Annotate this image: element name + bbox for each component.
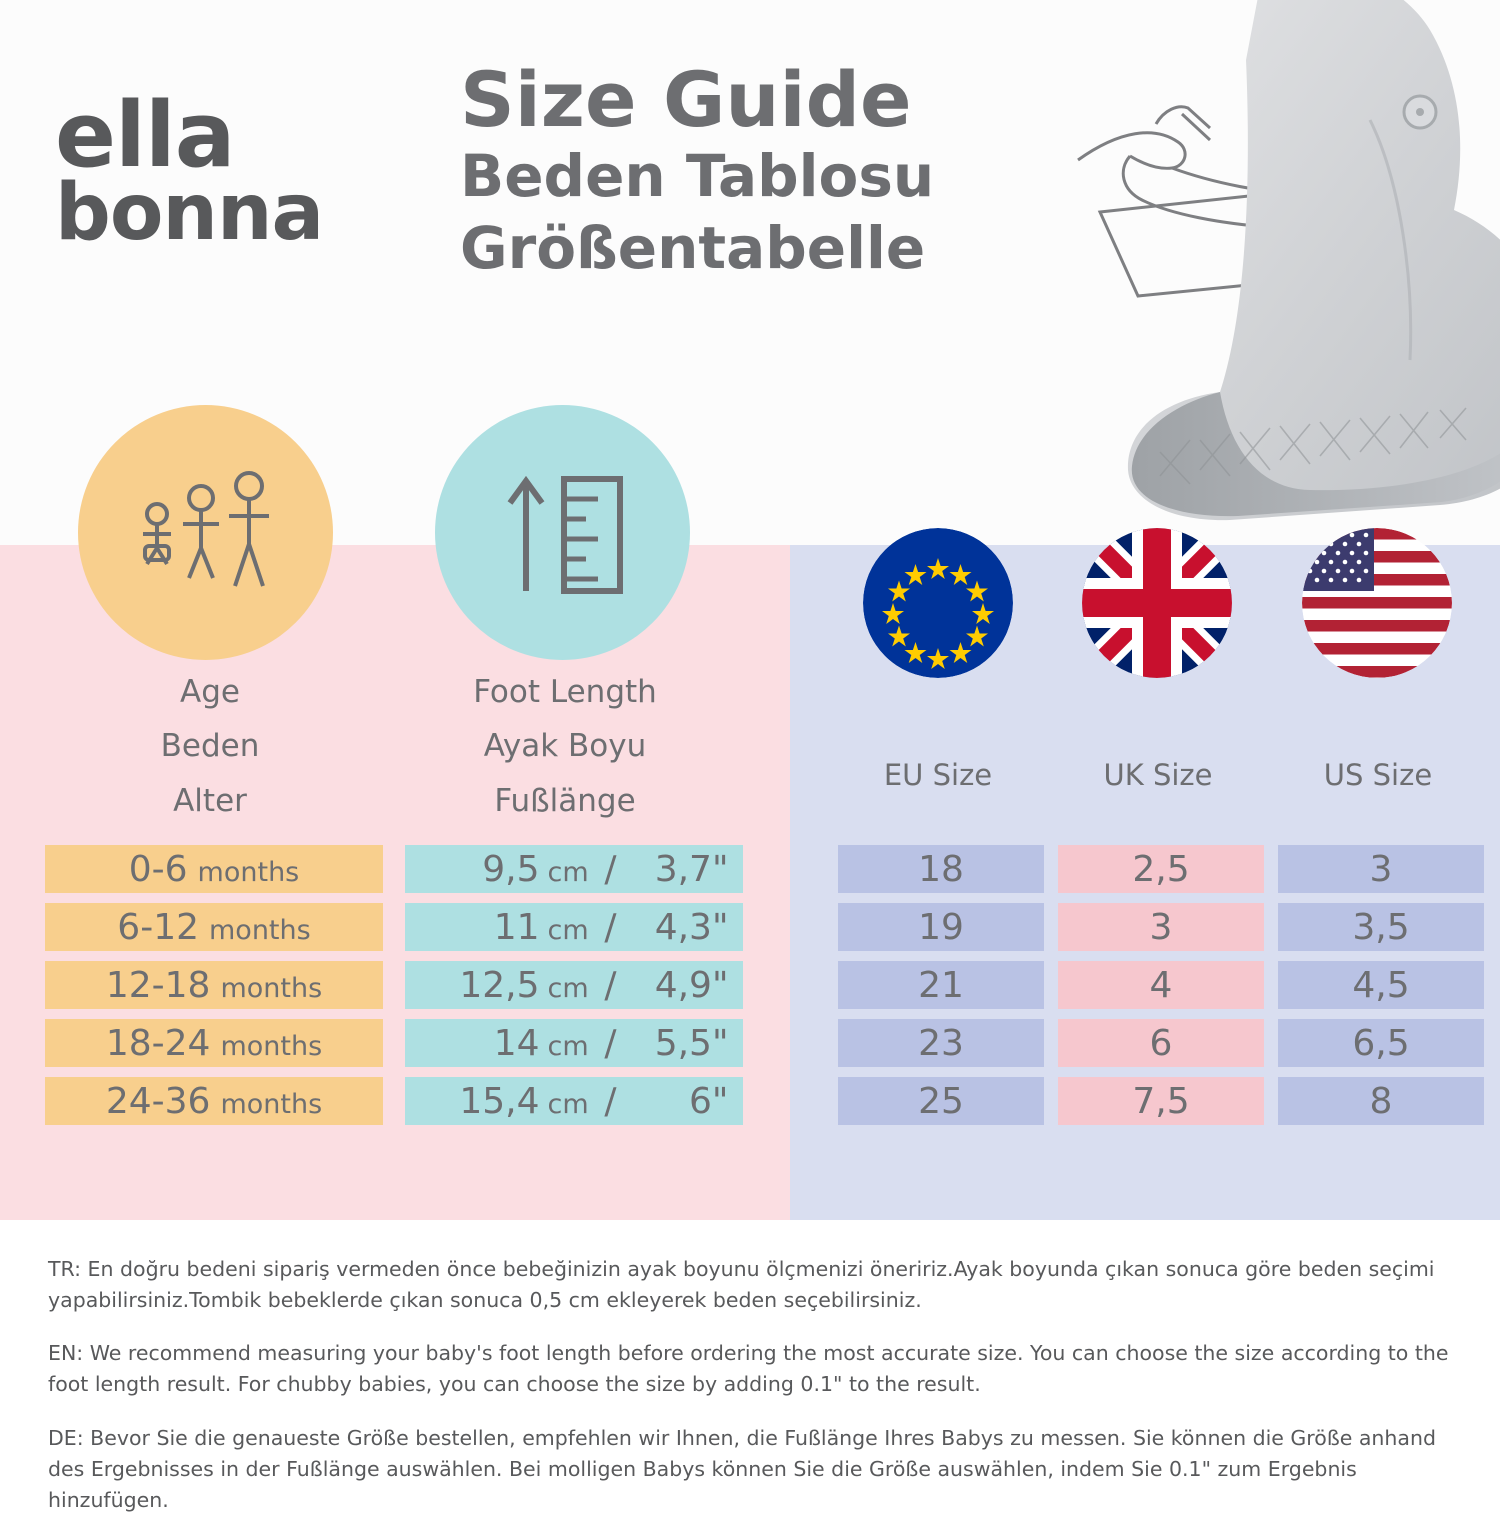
page-title: Size Guide bbox=[460, 55, 912, 144]
table-row bbox=[405, 1077, 743, 1125]
separator: / bbox=[604, 848, 617, 890]
table-row bbox=[405, 903, 743, 951]
age-range: 12-18 bbox=[105, 964, 211, 1006]
table-row bbox=[45, 903, 383, 951]
table-cell-us: 6,5 bbox=[1278, 1019, 1484, 1067]
column-header-foot-de: Fußlänge bbox=[494, 782, 636, 819]
table-cell-uk: 2,5 bbox=[1058, 845, 1264, 893]
age-unit: months bbox=[220, 1030, 323, 1062]
page-title-de: Größentabelle bbox=[460, 214, 926, 283]
foot-length-inch: 3,7" bbox=[654, 848, 729, 890]
foot-length-inch: 4,9" bbox=[654, 964, 729, 1006]
foot-length-cm: 11 bbox=[493, 906, 540, 948]
note-en: EN: We recommend measuring your baby's foot length before ordering the most accurate size. You can choose the size according to the foot length result. For chubby babies, you can choose the size by adding 0.1" to the result. bbox=[48, 1341, 1449, 1397]
foot-length-cm: 14 bbox=[493, 1022, 540, 1064]
notes-section bbox=[0, 1220, 1500, 1512]
column-header-foot bbox=[400, 665, 730, 828]
age-range: 0-6 bbox=[128, 848, 188, 890]
page-title-group bbox=[460, 55, 1080, 285]
separator: / bbox=[604, 906, 617, 948]
separator: / bbox=[604, 1080, 617, 1122]
age-unit: months bbox=[197, 856, 300, 888]
table-cell-uk: 6 bbox=[1058, 1019, 1264, 1067]
brand-logo-line2: bonna bbox=[55, 168, 324, 258]
table-row bbox=[405, 845, 743, 893]
page-title-tr: Beden Tablosu bbox=[460, 141, 935, 210]
foot-length-inch: 6" bbox=[689, 1080, 729, 1122]
table-cell-eu: 23 bbox=[838, 1019, 1044, 1067]
column-header-age-de: Alter bbox=[173, 782, 247, 819]
foot-length-unit: cm bbox=[547, 856, 589, 888]
family-silhouettes-icon bbox=[78, 405, 333, 660]
age-range: 18-24 bbox=[105, 1022, 211, 1064]
uk-flag-icon bbox=[1082, 528, 1232, 678]
separator: / bbox=[604, 964, 617, 1006]
age-unit: months bbox=[220, 972, 323, 1004]
foot-length-cm: 9,5 bbox=[482, 848, 540, 890]
column-header-foot-en: Foot Length bbox=[473, 674, 657, 710]
column-header-foot-tr: Ayak Boyu bbox=[483, 728, 647, 765]
brand-logo bbox=[55, 83, 395, 258]
foot-length-unit: cm bbox=[547, 1030, 589, 1062]
us-flag-icon bbox=[1302, 528, 1452, 678]
table-cell-uk: 3 bbox=[1058, 903, 1264, 951]
table-cell-eu: 21 bbox=[838, 961, 1044, 1009]
foot-length-unit: cm bbox=[547, 1088, 589, 1120]
foot-length-unit: cm bbox=[547, 914, 589, 946]
table-row bbox=[45, 1019, 383, 1067]
baby-bootie-photo bbox=[1070, 0, 1500, 545]
separator: / bbox=[604, 1022, 617, 1064]
column-header-age-en: Age bbox=[180, 674, 240, 710]
foot-length-cm: 12,5 bbox=[459, 964, 540, 1006]
ruler-measure-icon bbox=[435, 405, 690, 660]
note-tr: TR: En doğru bedeni sipariş vermeden önce bebeğinizin ayak boyunu ölçmenizi öneririz.Ayak boyunda çıkan sonuca göre beden seçimi yapabilirsiniz.Tombik bebeklerde çıkan sonuca 0,5 cm ekleyerek beden seçebilirsiniz. bbox=[48, 1257, 1435, 1313]
column-header-age-tr: Beden bbox=[160, 728, 260, 765]
note-de: DE: Bevor Sie die genaueste Größe bestellen, empfehlen wir Ihnen, die Fußlänge Ihres Babys zu messen. Sie können die Größe anhand des Ergebnisses in der Fußlänge auswählen. Bei molligen Babys können Sie die Größe auswählen, indem Sie 0.1" zum Ergebnis hinzufügen. bbox=[48, 1425, 1436, 1512]
left-panel bbox=[0, 545, 790, 1220]
table-cell-uk: 7,5 bbox=[1058, 1077, 1264, 1125]
foot-length-cm: 15,4 bbox=[459, 1080, 540, 1122]
foot-length-inch: 4,3" bbox=[654, 906, 729, 948]
foot-length-inch: 5,5" bbox=[654, 1022, 729, 1064]
age-unit: months bbox=[220, 1088, 323, 1120]
table-cell-eu: 18 bbox=[838, 845, 1044, 893]
column-header-eu: EU Size bbox=[883, 758, 993, 792]
table-cell-eu: 25 bbox=[838, 1077, 1044, 1125]
column-header-age bbox=[45, 665, 375, 828]
table-row bbox=[45, 961, 383, 1009]
foot-length-unit: cm bbox=[547, 972, 589, 1004]
right-panel bbox=[790, 545, 1500, 1220]
age-range: 24-36 bbox=[105, 1080, 211, 1122]
table-cell-us: 4,5 bbox=[1278, 961, 1484, 1009]
table-row bbox=[45, 845, 383, 893]
brand-logo-line1: ella bbox=[55, 83, 235, 188]
table-row bbox=[405, 961, 743, 1009]
age-range: 6-12 bbox=[117, 906, 199, 948]
column-header-us: US Size bbox=[1323, 758, 1433, 792]
table-cell-us: 3 bbox=[1278, 845, 1484, 893]
size-table-band bbox=[0, 545, 1500, 1220]
eu-flag-icon bbox=[863, 528, 1013, 678]
table-cell-eu: 19 bbox=[838, 903, 1044, 951]
table-cell-us: 8 bbox=[1278, 1077, 1484, 1125]
age-unit: months bbox=[209, 914, 311, 946]
table-cell-uk: 4 bbox=[1058, 961, 1264, 1009]
table-row bbox=[405, 1019, 743, 1067]
column-header-uk: UK Size bbox=[1103, 758, 1213, 792]
table-row bbox=[45, 1077, 383, 1125]
table-cell-us: 3,5 bbox=[1278, 903, 1484, 951]
